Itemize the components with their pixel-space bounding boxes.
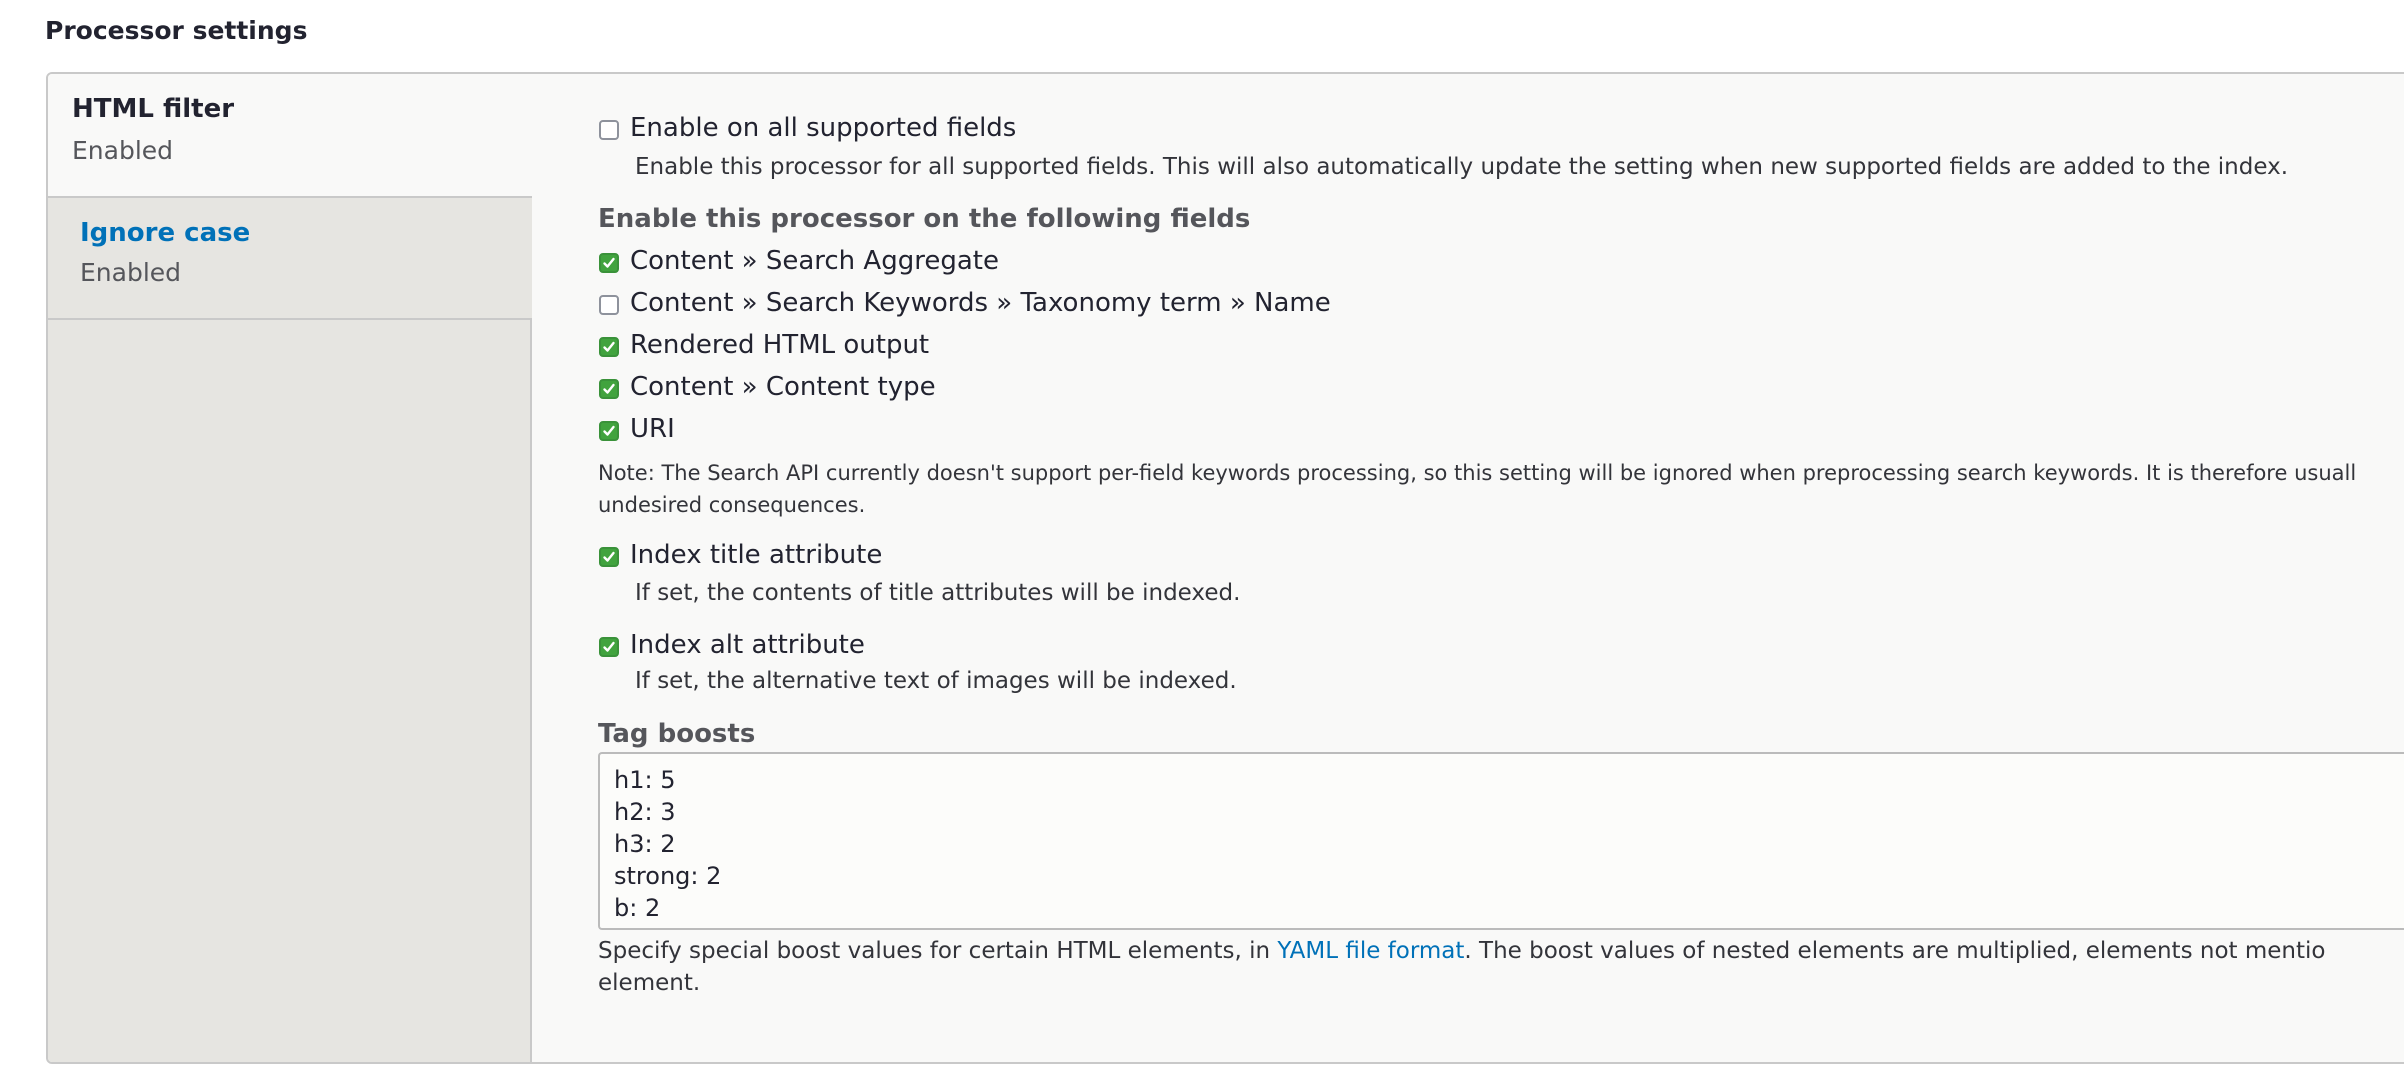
index-alt-description: If set, the alternative text of images will be indexed. xyxy=(635,668,1237,694)
fields-note: Note: The Search API currently doesn't support per-field keywords processing, so this setting will be ignored when preprocessing search keywords. It is therefore usuall xyxy=(598,461,2357,485)
tag-boosts-textarea[interactable] xyxy=(598,752,2404,930)
field-checkbox-search-keywords[interactable] xyxy=(599,295,619,315)
tab-summary: Enabled xyxy=(80,258,182,287)
enable-all-checkbox[interactable] xyxy=(599,120,619,140)
field-checkbox-uri[interactable] xyxy=(599,421,619,441)
tab-ignore-case[interactable] xyxy=(48,198,532,320)
section-title: Processor settings xyxy=(45,16,308,45)
checkmark-icon xyxy=(602,256,616,270)
tag-boosts-label: Tag boosts xyxy=(598,719,756,749)
field-label[interactable]: Rendered HTML output xyxy=(630,330,930,360)
fields-heading: Enable this processor on the following fields xyxy=(598,204,1251,234)
checkmark-icon xyxy=(602,424,616,438)
checkmark-icon xyxy=(602,382,616,396)
tag-boosts-description xyxy=(598,938,2325,964)
tab-title: HTML filter xyxy=(72,94,235,124)
field-checkbox-content-type[interactable] xyxy=(599,379,619,399)
enable-all-description: Enable this processor for all supported fields. This will also automatically update the setting when new supported fields are added to the index. xyxy=(635,154,2289,180)
checkmark-icon xyxy=(602,550,616,564)
yaml-format-link[interactable]: YAML file format xyxy=(1277,938,1465,964)
index-title-checkbox[interactable] xyxy=(599,547,619,567)
tag-boosts-description-line2: element. xyxy=(598,970,701,996)
index-title-description: If set, the contents of title attributes will be indexed. xyxy=(635,580,1241,606)
index-title-label[interactable]: Index title attribute xyxy=(630,540,883,570)
vertical-tabs-menu xyxy=(48,74,532,1062)
index-alt-checkbox[interactable] xyxy=(599,637,619,657)
field-checkbox-rendered-html[interactable] xyxy=(599,337,619,357)
enable-all-label[interactable]: Enable on all supported fields xyxy=(630,113,1017,143)
checkmark-icon xyxy=(602,340,616,354)
tab-summary: Enabled xyxy=(72,136,174,165)
field-label[interactable]: Content » Content type xyxy=(630,372,936,402)
field-checkbox-search-aggregate[interactable] xyxy=(599,253,619,273)
index-alt-label[interactable]: Index alt attribute xyxy=(630,630,865,660)
checkmark-icon xyxy=(602,640,616,654)
tab-html-filter[interactable] xyxy=(48,74,532,198)
field-label[interactable]: Content » Search Aggregate xyxy=(630,246,999,276)
tag-boosts-desc-before: Specify special boost values for certain HTML elements, in xyxy=(598,938,1278,964)
fields-note-line2: undesired consequences. xyxy=(598,493,866,517)
field-label[interactable]: Content » Search Keywords » Taxonomy term » Name xyxy=(630,288,1331,318)
field-label[interactable]: URI xyxy=(630,414,675,444)
tab-title[interactable]: Ignore case xyxy=(80,218,251,248)
tag-boosts-desc-after: . The boost values of nested elements are multiplied, elements not mentio xyxy=(1464,938,2326,964)
